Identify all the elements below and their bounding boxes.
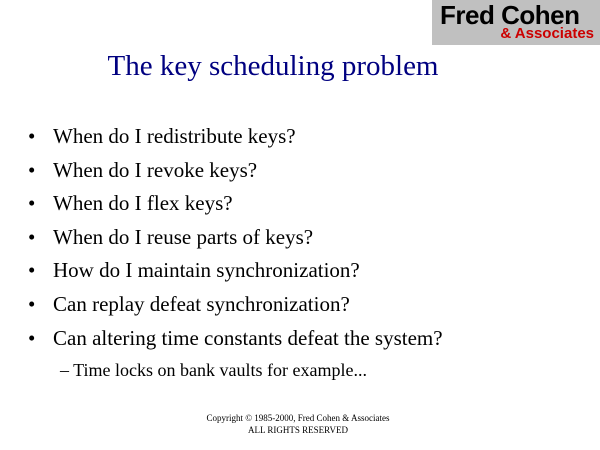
bullet-item (28, 255, 443, 289)
bullet-text: When do I flex keys? (53, 191, 233, 216)
bullet-item (28, 155, 443, 189)
copyright-footer (0, 412, 596, 436)
bullet-item (28, 222, 443, 256)
company-logo (432, 0, 600, 45)
bullet-dot-icon: • (28, 291, 36, 316)
bullet-dot-icon: • (28, 157, 36, 182)
bullet-text: How do I maintain synchronization? (53, 258, 360, 283)
bullet-list (28, 121, 443, 356)
bullet-dot-icon: • (28, 124, 36, 148)
bullet-item (28, 121, 443, 155)
bullet-dot-icon: • (28, 325, 36, 350)
bullet-text: When do I revoke keys? (53, 157, 258, 182)
slide-title: The key scheduling problem (107, 50, 439, 82)
bullet-dot-icon: • (28, 224, 36, 249)
bullet-item (28, 323, 443, 357)
bullet-text: Can altering time constants defeat the system? (53, 325, 443, 350)
copyright-text: Copyright © 1985-2000, Fred Cohen & Associates (206, 413, 390, 423)
logo-name: Fred Cohen (440, 0, 580, 30)
bullet-text: When do I redistribute keys? (53, 124, 296, 148)
bullet-item (28, 289, 443, 323)
logo-subtitle: & Associates (500, 25, 594, 42)
rights-text: ALL RIGHTS RESERVED (248, 425, 348, 435)
bullet-item (28, 188, 443, 222)
bullet-text: When do I reuse parts of keys? (53, 224, 314, 249)
sub-bullet: – Time locks on bank vaults for example... (60, 360, 367, 380)
bullet-text: Can replay defeat synchronization? (53, 291, 350, 316)
bullet-dot-icon: • (28, 258, 36, 283)
bullet-dot-icon: • (28, 191, 36, 216)
